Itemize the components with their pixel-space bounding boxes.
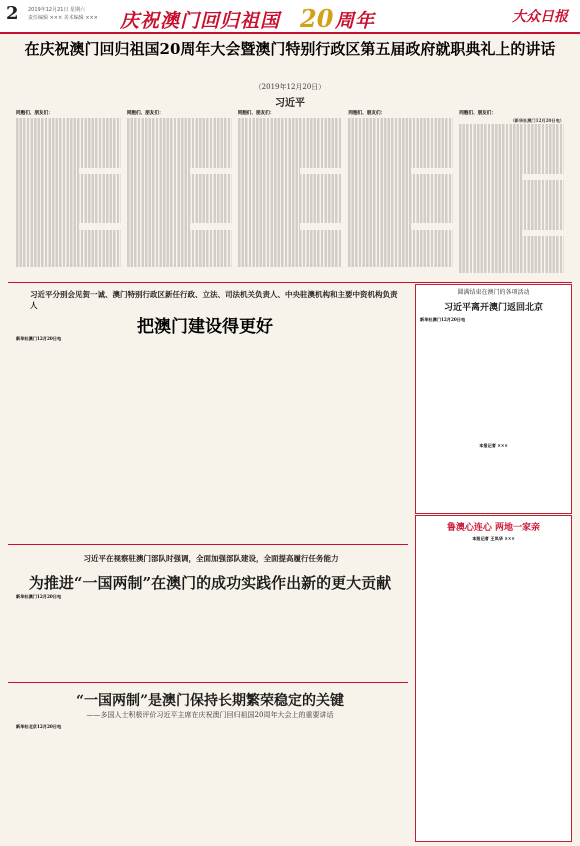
speech-date: （2019年12月20日） (254, 83, 326, 91)
side1-kicker: 圆满结束在澳门的各项活动 (457, 289, 530, 296)
date-meta: 2019年12月21日 星期六 (28, 7, 86, 13)
column-subhead: 同胞们、朋友们： (459, 111, 496, 116)
story2-kicker: 习近平分别会见贺一诚、澳门特别行政区新任行政、立法、司法机关负责人、中央驻澳机构和主要中资机构负责人 (30, 290, 398, 310)
story2-dateline: 新华社澳门12月20日电 (16, 336, 62, 341)
story2-headline: 把澳门建设得更好 (137, 317, 273, 337)
column-subhead: 同胞们、朋友们： (16, 111, 53, 116)
story2-body (16, 345, 406, 540)
section-divider (8, 682, 408, 683)
section-divider (8, 282, 572, 283)
speech-author: 习近平 (275, 98, 305, 109)
side1-headline: 习近平离开澳门返回北京 (443, 303, 543, 313)
column-subhead: 同胞们、朋友们： (237, 111, 275, 116)
speech-column (16, 108, 121, 278)
story4-subheadline: ——多国人士积极评价习近平主席在庆祝澳门回归祖国20周年大会上的重要讲话 (86, 711, 334, 719)
section-divider (8, 544, 408, 545)
story3-headline: 为推进“一国两制”在澳门的成功实践作出新的更大贡献 (28, 574, 392, 592)
anniversary-banner: 庆祝澳门回归祖国 (120, 10, 281, 32)
text-line (127, 261, 232, 267)
text-line (459, 267, 564, 273)
anniversary-number: 20 (300, 4, 334, 33)
story4-headline: “一国两制”是澳门保持长期繁荣稳定的关键 (75, 693, 345, 709)
speech-body (16, 108, 564, 278)
side1-byline: 本报记者 ××× (479, 443, 508, 448)
anniversary-suffix: 周年 (335, 10, 376, 32)
story3-kicker: 习近平在视察驻澳门部队时强调，全面加强部队建设，全面提高履行任务能力 (83, 554, 339, 563)
sidebar-box (415, 515, 572, 842)
text-line (348, 261, 453, 267)
story3-dateline: 新华社澳门12月20日电 (16, 594, 62, 599)
story4-dateline: 新华社北京12月20日电 (16, 724, 62, 729)
text-line (16, 261, 121, 267)
side1-dateline: 新华社澳门12月20日电 (420, 317, 466, 322)
side1b-headline: 鲁澳心连心 两地一家亲 (446, 523, 541, 533)
sidebar-box (415, 284, 572, 514)
side1b-byline: 本报记者 王凤华 ××× (472, 536, 515, 541)
speech-column (348, 108, 453, 278)
speech-column (238, 108, 343, 278)
column-subhead: 同胞们、朋友们： (348, 111, 386, 116)
page-number: 2 (6, 3, 19, 24)
editor-meta: 责任编辑 ××× 美术编辑 ××× (28, 15, 98, 21)
newspaper-logo: 大众日报 (512, 9, 568, 25)
column-subhead: 同胞们、朋友们： (126, 111, 164, 116)
speech-column (459, 108, 564, 278)
speech-column (127, 108, 232, 278)
main-headline: 在庆祝澳门回归祖国20周年大会暨澳门特别行政区第五届政府就职典礼上的讲话 (24, 40, 556, 58)
end-note: （新华社澳门12月20日电） (510, 118, 564, 124)
text-line (238, 261, 343, 267)
